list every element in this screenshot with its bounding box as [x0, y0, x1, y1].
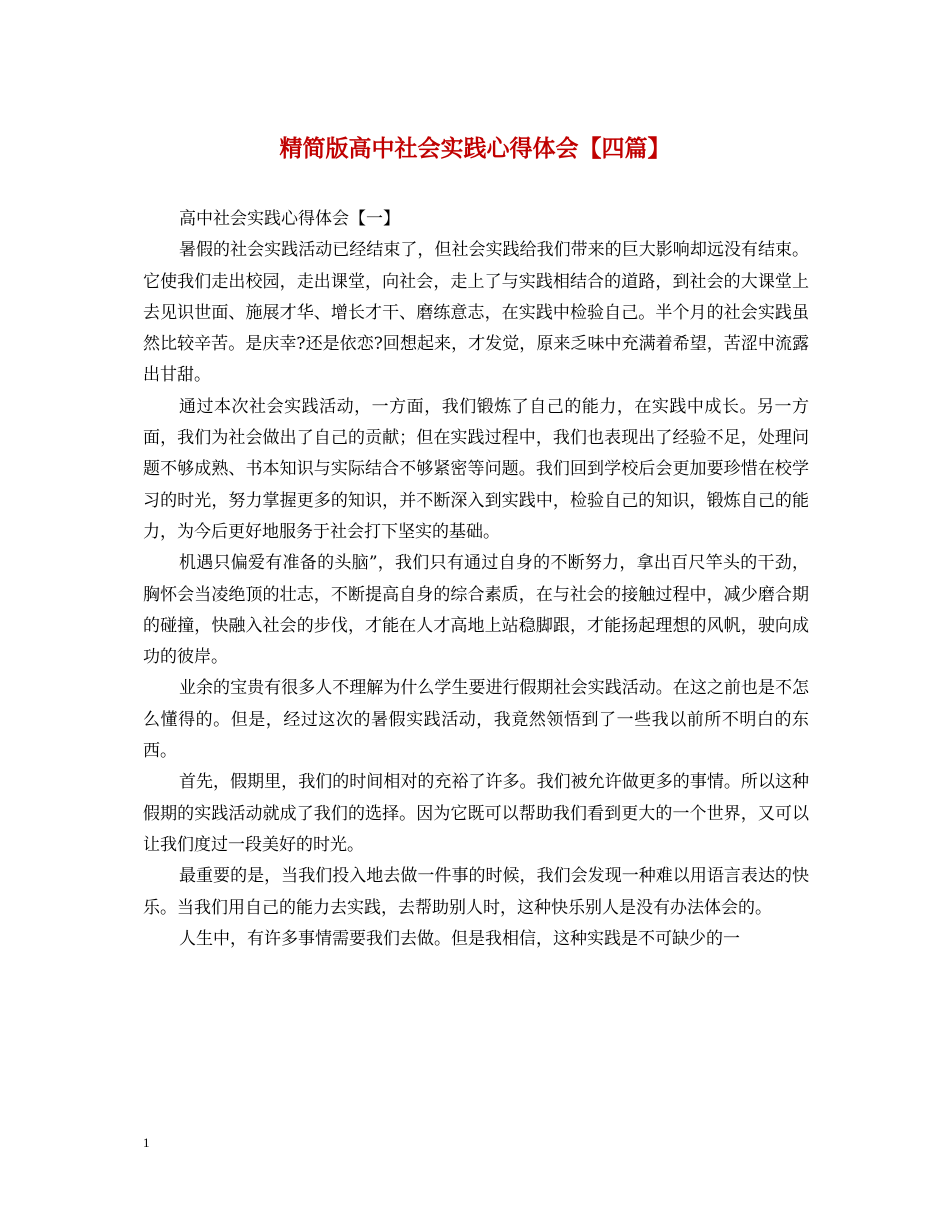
body-paragraph: 通过本次社会实践活动，一方面，我们锻炼了自己的能力，在实践中成长。另一方面，我们为社会做出了自己的贡献；但在实践过程中，我们也表现出了经验不足，处理问题不够成熟、书本知识与实际结合不够紧密等问题。我们回到学校后会更加要珍惜在校学习的时光，努力掌握更多的知识，并不断深入到实践中，检验自己的知识，锻炼自己的能力，为今后更好地服务于社会打下坚实的基础。 — [143, 396, 809, 542]
body-paragraph: 首先，假期里，我们的时间相对的充裕了许多。我们被允许做更多的事情。所以这种假期的实践活动就成了我们的选择。因为它既可以帮助我们看到更大的一个世界，又可以让我们度过一段美好的时光。 — [143, 772, 809, 855]
section-heading: 高中社会实践心得体会【一】 — [179, 209, 400, 229]
body-paragraph: 业余的宝贵有很多人不理解为什么学生要进行假期社会实践活动。在这之前也是不怎么懂得的。但是，经过这次的暑假实践活动，我竟然领悟到了一些我以前所不明白的东西。 — [143, 678, 809, 762]
body-paragraph: 暑假的社会实践活动已经结束了，但社会实践给我们带来的巨大影响却远没有结束。它使我们走出校园，走出课堂，向社会，走上了与实践相结合的道路，到社会的大课堂上去见识世面、施展才华、增长才干、磨练意志，在实践中检验自己。半个月的社会实践虽然比较辛苦。是庆幸?还是依恋?回想起来，才发觉，原来乏味中充满着希望，苦涩中流露出甘甜。 — [143, 240, 809, 386]
body-paragraph: 人生中，有许多事情需要我们去做。但是我相信，这种实践是不可缺少的一 — [179, 928, 740, 949]
document-title: 精简版高中社会实践心得体会【四篇】 — [279, 135, 671, 162]
body-paragraph: 机遇只偏爱有准备的头脑”，我们只有通过自身的不断努力，拿出百尺竿头的干劲，胸怀会当凌绝顶的壮志，不断提高自身的综合素质，在与社会的接触过程中，减少磨合期的碰撞，快融入社会的步伐，才能在人才高地上站稳脚跟，才能扬起理想的风帆，驶向成功的彼岸。 — [143, 553, 809, 668]
page-number: 1 — [143, 1135, 150, 1150]
document-body — [143, 204, 809, 955]
body-paragraph: 最重要的是，当我们投入地去做一件事的时候，我们会发现一种难以用语言表达的快乐。当我们用自己的能力去实践，去帮助别人时，这种快乐别人是没有办法体会的。 — [143, 866, 809, 918]
